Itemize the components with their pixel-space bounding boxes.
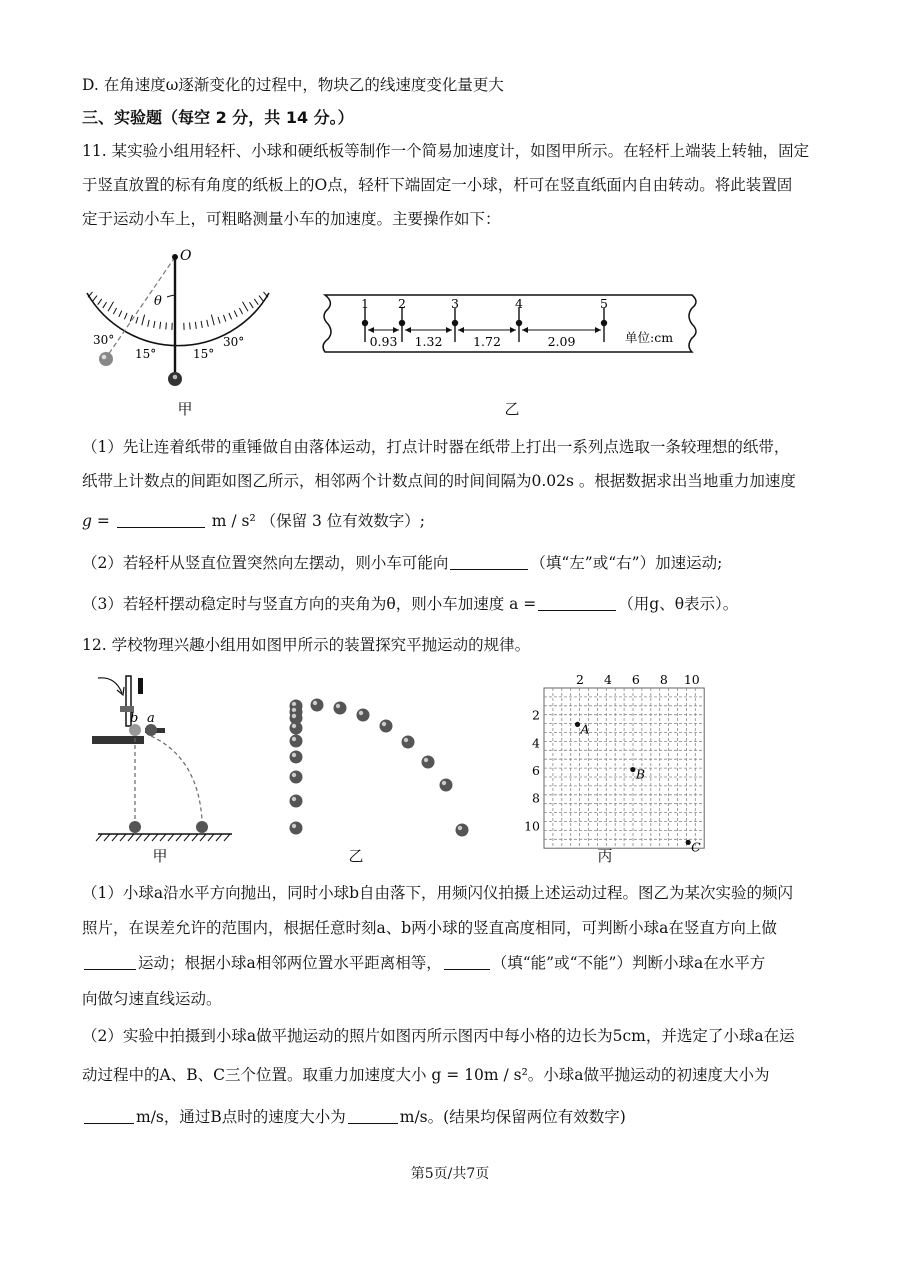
tick-label-left-30: 30° [93,333,115,347]
g-unit-text: m / s² （保留 3 位有效数字）; [211,512,426,530]
spacing-label: 2.09 [547,334,576,349]
page-footer: 第5页/共7页 [410,1166,490,1182]
protractor-tick [239,308,242,314]
ground-hatch [192,834,198,841]
trajectory-point-label: C [691,839,701,855]
strobe-ball [290,795,303,808]
protractor-tick [201,321,202,328]
q11-part2 [82,552,840,574]
ball-highlight [313,701,317,705]
tape-dot [516,320,522,326]
q12-part2-line1: （2）实验中拍摄到小球a做平抛运动的照片如图丙所示图丙中每小格的边长为5cm，并选定了小球a在运 [82,1027,795,1045]
q12-part2-line2: 动过程中的A、B、C三个位置。取重力加速度大小 g = 10m / s²。小球a做平抛运动的初速度大小为 [82,1066,770,1084]
trajectory-point-label: A [580,721,590,737]
q12-part1-line3 [82,952,840,974]
section-heading: 三、实验题（每空 2 分，共 14 分。） [82,108,354,127]
ground-hatch [152,834,158,841]
ground-hatch [200,834,206,841]
protractor-tick [166,322,167,329]
ball-highlight [382,722,386,726]
protractor-tick [124,313,127,319]
q11-part3-text: （3）若轻杆摆动稳定时与竖直方向的夹角为θ，则小车加速度 a = [82,595,537,613]
label-o: O [180,248,192,264]
ball-highlight [292,753,296,757]
strobe-ball [357,709,370,722]
protractor-tick [207,320,209,327]
tick-label-right-30: 30° [223,335,245,349]
tape-dot [362,320,368,326]
ball-highlight [292,714,296,718]
caption-12-bing: 丙 [597,847,613,865]
protractor-tick [234,311,237,317]
spacing-label: 0.93 [369,334,398,349]
protractor-tick [223,315,225,322]
strobe-ball [402,736,415,749]
ball-highlight [404,738,408,742]
ball-highlight [442,781,446,785]
ball-highlight [292,824,296,828]
tape-point-label: 5 [600,296,608,311]
caption-11-jia: 甲 [177,400,193,418]
protractor-tick [254,299,258,305]
q12-part2-line3-text: m/s，通过B点时的速度大小为 [136,1108,346,1126]
ground-hatch [176,834,182,841]
figure-12-bing [518,670,708,855]
figure-12-yi [280,690,480,840]
q12-text: 12. 学校物理兴趣小组用如图甲所示的装置探究平抛运动的规律。 [82,636,531,654]
ground-hatch [224,834,230,841]
protractor-tick [195,322,196,329]
grid-y-tick: 10 [524,818,540,834]
protractor-tick [119,311,122,317]
tape-dot [601,320,607,326]
tick-label-right-15: 15° [193,347,215,361]
protractor-tick [160,322,161,329]
ground-hatch [120,834,126,841]
grid-x-tick: 8 [659,672,668,687]
grid-y-tick: 4 [532,735,540,751]
ball-highlight [424,758,428,762]
ground-hatch [128,834,134,841]
label-ball-a: a [147,711,155,726]
protractor-tick [190,322,191,329]
ball-highlight [292,773,296,777]
protractor-tick [142,315,145,326]
tape-unit: 单位:cm [625,330,674,345]
ball-highlight [458,826,462,830]
q11-part1-line1: （1）先让连着纸带的重锤做自由落体运动，打点计时器在纸带上打出一系列点选取一条较理想的纸带， [82,438,790,456]
trajectory-point-label: B [635,766,646,782]
protractor-tick [148,320,150,327]
answer-blank-initial-speed[interactable] [84,1108,134,1124]
protractor-tick [136,317,138,324]
caption-12-jia: 甲 [152,847,168,865]
spacing-label: 1.72 [473,334,501,349]
strobe-ball [440,779,453,792]
ground-hatch [168,834,174,841]
q12-part1-line1: （1）小球a沿水平方向抛出，同时小球b自由落下，用频闪仪拍摄上述运动过程。图乙为某次实验的频闪 [82,884,794,902]
ball-highlight [292,797,296,801]
strobe-ball [334,702,347,715]
ground-hatch [96,834,102,841]
answer-blank-can-judge[interactable] [444,954,490,970]
ground-hatch [160,834,166,841]
q11-text-2: 于竖直放置的标有角度的纸板上的O点，轻杆下端固定一小球，杆可在竖直纸面内自由转动。将此装置固 [82,176,793,194]
strobe-ball [422,756,435,769]
figure-11-yi [320,290,705,360]
tick-label-left-15: 15° [135,347,157,361]
protractor-tick [93,296,97,302]
strobe-ball [290,735,303,748]
grid-y-tick: 2 [532,707,540,723]
q11-text-3: 定于运动小车上，可粗略测量小车的加速度。主要操作如下： [82,210,501,228]
ball-highlight [336,704,340,708]
tape-point-label: 4 [515,296,523,311]
figure-11-jia [82,245,282,395]
q11-part1-line2: 纸带上计数点的间距如图乙所示，相邻两个计数点间的时间间隔为0.02s 。根据数据求出当地重力加速度 [82,472,796,490]
q12-part1-line3-text: 运动；根据小球a相邻两位置水平距离相等， [138,954,442,972]
strobe-ball [311,699,324,712]
q11-part1-line3 [82,510,840,532]
strobe-ball [380,720,393,733]
q11-part3 [82,593,840,615]
tape-point-label: 1 [361,296,369,311]
tape-point-label: 3 [451,296,459,311]
caption-11-yi: 乙 [504,400,520,418]
ball-highlight [292,724,296,728]
tape-point-label: 2 [398,296,406,311]
option-d: D. 在角速度ω逐渐变化的过程中，物块乙的线速度变化量更大 [82,76,504,94]
grid-y-tick: 8 [532,790,540,806]
protractor-tick [229,313,232,319]
tape-dot [452,320,458,326]
grid-x-tick: 10 [683,672,700,687]
grid-y-tick: 6 [532,763,540,779]
q12-part1-line4: 向做匀速直线运动。 [82,990,222,1008]
trajectory-point [686,840,691,845]
trajectory-point [630,767,635,772]
protractor-tick [243,302,249,312]
protractor-tick [113,308,116,314]
label-ball-b: b [130,711,139,726]
q12-part2-line3-hint: m/s。(结果均保留两位有效数字) [399,1108,626,1126]
g-symbol: g = [82,512,110,530]
ground-hatch [216,834,222,841]
ground-hatch [104,834,110,841]
protractor-tick [259,296,263,302]
answer-blank-direction[interactable] [450,554,528,570]
answer-blank-g[interactable] [117,512,205,528]
ball-highlight [359,711,363,715]
protractor-tick [218,317,220,324]
q12-part1-line3-hint: （填“能”或“不能”）判断小球a在水平方 [491,954,766,972]
ground-hatch [136,834,142,841]
strobe-ball [290,771,303,784]
q11-part2-text: （2）若轻杆从竖直位置突然向左摆动，则小车可能向 [82,554,449,572]
tape-dot [399,320,405,326]
strobe-ball [290,751,303,764]
protractor-tick [108,302,114,312]
ground-hatch [208,834,214,841]
ground-hatch [112,834,118,841]
ground-hatch [184,834,190,841]
grid-x-tick: 4 [603,672,612,687]
q11-part2-hint: （填“左”或“右”）加速运动; [530,554,723,572]
answer-blank-speed-b[interactable] [348,1108,398,1124]
caption-12-yi: 乙 [348,847,364,865]
strobe-ball [456,824,469,837]
q12-part1-line2: 照片，在误差允许的范围内，根据任意时刻a、b两小球的竖直高度相同，可判断小球a在竖直方向上做 [82,919,777,937]
grid-x-tick: 2 [575,672,584,687]
strobe-ball [290,822,303,835]
spacing-label: 1.32 [414,334,443,349]
ground-hatch [144,834,150,841]
protractor-tick [98,299,102,305]
protractor-tick [211,315,214,326]
ball-highlight [292,737,296,741]
figure-12-jia [90,668,240,843]
q11-part3-hint: （用g、θ表示）。 [618,595,739,613]
q12-part2-line3 [82,1106,840,1128]
protractor-tick [154,321,155,328]
answer-blank-motion-type[interactable] [84,954,136,970]
strobe-ball [290,722,303,735]
grid-x-tick: 6 [631,672,640,687]
q11-text-1: 11. 某实验小组用轻杆、小球和硬纸板等制作一个简易加速度计，如图甲所示。在轻杆上端装上转轴，固定 [82,142,810,160]
trajectory-point [575,722,580,727]
protractor-tick [103,302,107,308]
label-theta: θ [154,294,162,309]
protractor-tick [249,302,253,308]
answer-blank-acceleration[interactable] [538,595,616,611]
